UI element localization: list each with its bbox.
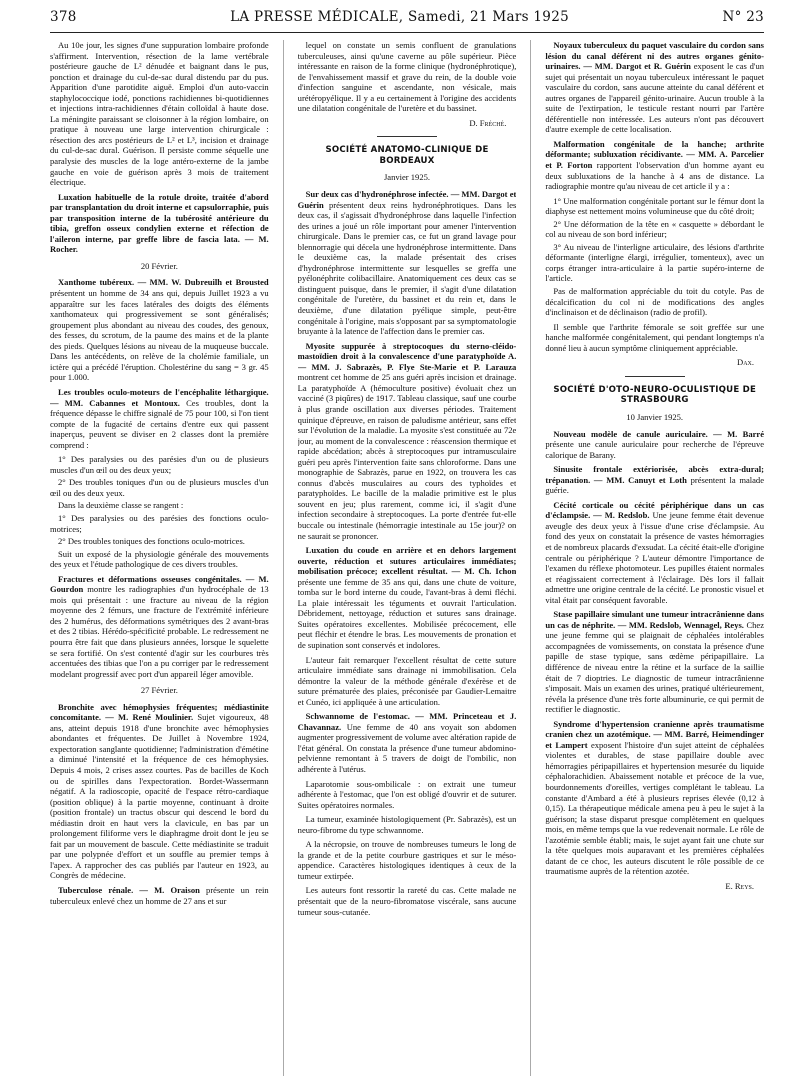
paragraph: Il semble que l'arthrite fémorale se soit greffée sur une hanche malformée congénitalement, qui pendant longtemps n'a donné lieu à aucun symptôme cliniquement appréciable. xyxy=(545,321,765,353)
paragraph xyxy=(50,387,269,450)
list-item: 1° Une malformation congénitale portant sur le fémur dont la diaphyse est nettement moins volumineuse que du côté droit; xyxy=(545,195,765,217)
paragraph: Les auteurs font ressortir la rareté du cas. Cette malade ne présentait que de la neuro-fibromatose viscérale, sans aucune tumeur sous-cutanée. xyxy=(297,885,517,917)
paragraph xyxy=(545,429,764,461)
section-divider xyxy=(377,136,437,137)
paragraph xyxy=(298,189,517,337)
article-body: rapportent l'observation d'un homme ayant eu deux subluxations de la hanche à 4 ans de distance. La radiographie montre qu'au niveau de cet article il y a : xyxy=(545,160,765,192)
column-3 xyxy=(545,40,764,1076)
paragraph xyxy=(50,702,269,881)
paragraph xyxy=(298,711,517,774)
article-title: Stase papillaire simulant une tumeur intracrânienne dans un cas de néphrite. — MM. Redslob, Wennagel, Reys. xyxy=(545,609,765,630)
paragraph: La tumeur, examinée histologiquement (Pr. Sabrazès), est un neuro-fibrome du type schwannome. xyxy=(297,814,517,835)
column-separator xyxy=(283,40,284,1076)
paragraph: Suit un exposé de la physiologie générale des mouvements des yeux et l'étude pathologique de ces divers troubles. xyxy=(50,548,269,570)
list-item: 2° Des troubles toniques des fonctions oculo-motrices. xyxy=(58,536,245,547)
column-2 xyxy=(298,40,517,1076)
paragraph: lequel on constate un semis confluent de granulations tuberculeuses, ainsi qu'une caverne au pôle supérieur. Pièce intéressante en raison de la forme clinique (hydronéphrotique), de l'envahissement massif et grave du rein, de la double voie d'infection sanguine et ascendante, non vésicale, mais urétéropyélique. Il y a eu certainement à l'origine des accidents une dilatation congénitale de l'uretère et du bassinet. xyxy=(297,40,517,114)
article-title: Cécité corticale ou cécité périphérique dans un cas d'éclampsie. — M. Redslob. xyxy=(545,499,765,521)
article-body: montre les radiographies d'un hydrocéphale de 13 mois qui présentait : une fracture au niveau de la région moyenne des 2 fémurs, une fracture de l'extrémité inférieure des 2 humérus, des déformations symétriques des 2 avant-bras et des 2 tibias. Hérédo-spécificité probable. Le redressement ne pourra être fait que dans plusieurs années, lorsque le squelette se sera fortifié. On s'est contenté d'agir sur les courbures très accentuées des tibias que l'on a pu corriger par le redressement modelant progressif avec port d'un appareil léger amovible. xyxy=(50,584,269,679)
session-date: 10 Janvier 1925. xyxy=(626,411,684,422)
article-title: Tuberculose rénale. — M. Oraison xyxy=(58,885,200,896)
article-body: présentent un homme de 34 ans qui, depuis Juillet 1923 a vu apparaître sur les faces latérales des doigts des éléments xanthomateux qui progressivement se sont généralisés; groupement plus abondant au niveau des coudes, des genoux, des fesses, du scrotum, de la paume des mains et de la plante des pieds. Quelques lésions au niveau de la muqueuse buccale. Dans les antécédents, on relève de la cholémie familiale, un ictère qui a précédé l'éruption. Cholestérine du sang = 3 gr. 45 pour 1.000. xyxy=(50,288,269,383)
author-signature: D. Fréché. xyxy=(469,117,507,128)
article-body: Chez une jeune femme qui se plaignait de céphalées intolérables accompagnées de vomissements, on constata la présence d'une papille de stase typique, sans œdème péripapillaire. La différence de niveau entre la rétine et la surface de la saillie était de 7 dioptries. Le diagnostic de tumeur intracrânienne s'imposait. Mais un examen des urines, pratiqué ultérieurement, révéla la présence d'une très forte albuminurie, ce qui permit de rectifier le diagnostic. xyxy=(545,619,765,715)
list-item: 1° Des paralysies ou des parésies des fonctions oculo-motrices; xyxy=(50,512,269,534)
paragraph xyxy=(50,277,269,382)
article-body: Ces troubles, dont la fréquence dépasse le chiffre signalé de 75 pour 100, si l'on tient compte de la fugacité de certains d'entre eux qui passent inaperçus, peuvent se diviser en 2 classes dont la première comprend : xyxy=(50,397,269,450)
article-title: Syndrome d'hypertension cranienne après traumatisme cranien chez un azotémique. — MM. Barré, Heimendinger et Lampert xyxy=(545,718,765,750)
section-divider xyxy=(625,376,685,377)
paragraph xyxy=(545,464,764,496)
paragraph xyxy=(545,139,764,192)
article-title: Malformation congénitale de la hanche; arthrite déformante; subluxation récidivante. — MM. A. Parcelier et P. Forton xyxy=(545,138,765,171)
session-date: Janvier 1925. xyxy=(383,172,431,183)
paragraph xyxy=(545,609,764,714)
paragraph xyxy=(298,545,517,650)
column-1 xyxy=(50,40,269,1076)
paragraph: L'auteur fait remarquer l'excellent résultat de cette suture articulaire immédiate sans drainage ni immobilisation. Cela démontre la valeur de la méthode générale d'exérèse et de suture prématurée des plaies, préconisée par Gaudier-Lemaitre et Cunéo, ici appliquée à une articulation. xyxy=(297,654,517,707)
article-title: Noyaux tuberculeux du paquet vasculaire du cordon sans lésion du canal déférent ni des autres organes génito-urinaires. — MM. Dargot et R. Guérin xyxy=(545,40,765,72)
article-body: présente une femme de 35 ans qui, dans une chute de voiture, tomba sur le bord interne du coude, l'avant-bras à demi fléchi. La plaie intéressait les téguments et ouvrait l'articulation. Débridement, nettoyage, réduction et sutures sans drainage. Suites opératoires excellentes. Mobilisée précocement, elle peut fléchir et étendre le bras. Les mouvements de pronation et de supination sont conservés et indolores. xyxy=(297,576,517,650)
article-body: montrent cet homme de 25 ans guéri après incision et drainage. La paratyphoïde A (hémoculture positive) évoluait chez un vacciné (3 piqûres) de 1917. Tableau classique, sauf une courbe à plus grande oscillation aux diverses périodes. Traitement quinique d'épreuve, en raison de paludisme antérieur, sans effet sur l'évolution de la maladie. La myosite s'est constituée au 72e jour, au moment de la convalescence : réascension thermique et rapide abcédation; abcès à streptocoques pur intramusculaire guéri peu après l'intervention faite sans chloroforme. Dans une monographie de Sabrazès, parue en 1922, on trouvera les cas connus d'abcès musculaires au cours des typhoïdes et paratyphoïdes. Le bacille de la maladie primitive est le plus souvent en jeu; plus rarement, comme ici, il s'agit d'une infection secondaire à streptocoques. La porte d'entrée fut-elle buccale ou intestinale (hémorragie intestinale au 15e jour)? on ne saurait se prononcer. xyxy=(297,372,517,541)
author-signature: Dax. xyxy=(737,357,755,368)
section-heading: SOCIÉTÉ ANATOMO-CLINIQUE DE BORDEAUX xyxy=(325,145,489,166)
article-title: Luxation du coude en arrière et en dehors largement ouverte, réduction et sutures articulaires immédiates; mobilisation précoce; excellent résultat. — M. Ch. Ichon xyxy=(297,545,517,577)
article-title: Fractures et déformations osseuses congénitales. — M. Gourdon xyxy=(50,573,269,595)
journal-title: LA PRESSE MÉDICALE, Samedi, 21 Mars 1925 xyxy=(230,9,569,25)
paragraph: Au 10e jour, les signes d'une suppuration lombaire profonde s'affirment. Intervention, résection de la lame vertébrale postérieure gauche de L² dénudée et baignant dans le pus, ponction et drainage du cul-de-sac dural distendu par du pus. Apparition d'une parotidite aiguë. Emploi d'un auto-vaccin staphylococcique iodé, ponctions rachidiennes bi-quotidiennes et injections intra-rachidiennes d'étain colloïdal à haute dose. La méningite paraissant se cloisonner à la région lombaire, on pratique à nouveau une large intervention chirurgicale : résection des arcs postérieurs de L² et L³, incision et drainage du cul-de-sac dural. Guérison. Il persiste comme séquelle une paralysie des muscles de la loge antéro-externe de la jambe gauche en voie de guérison après 3 mois de traitement électrique. xyxy=(50,40,269,188)
paragraph xyxy=(545,719,764,877)
column-separator xyxy=(530,40,531,1076)
article-title: Myosite suppurée à streptocoques du sterno-cléido-mastoïdien droit à la convalescence d'une paratyphoïde A. — MM. J. Sabrazès, P. Flye Ste-Marie et P. Larauza xyxy=(297,340,517,372)
article-title: Sinusite frontale extériorisée, abcès extra-dural; trépanation. — MM. Canuyt et Loth xyxy=(545,464,765,485)
article-title: Schwannome de l'estomac. — MM. Princeteau et J. Chavannaz. xyxy=(297,711,517,732)
list-item: Dans la deuxième classe se rangent : xyxy=(58,500,184,511)
paragraph xyxy=(545,500,764,605)
page-number: 378 xyxy=(50,9,77,25)
issue-number: N° 23 xyxy=(722,9,764,25)
author-signature: E. Reys. xyxy=(725,880,755,891)
paragraph: Laparotomie sous-ombilicale : on extrait une tumeur adhérente à l'estomac, que l'on est obligé d'ouvrir et de suturer. Suites opératoires normales. xyxy=(297,778,517,810)
article-body: présente un rein tuberculeux enlevé chez un homme de 27 ans et sur xyxy=(50,885,269,906)
section-heading: SOCIÉTÉ D'OTO-NEURO-OCULISTIQUE DE STRASBOURG xyxy=(553,384,757,406)
article-body: présentent la malade guérie. xyxy=(545,474,765,496)
session-date: 27 Février. xyxy=(140,685,178,696)
article-body: Sujet vigoureux, 48 ans, atteint depuis 1918 d'une bronchite avec hémophysies abondantes et fréquentes. De Juillet à Novembre 1924, expectoration sanglante quotidienne; l'administration d'émétine a diminué l'intensité et la fréquence de ces hémophysies. Depuis 4 mois, 2 crises assez courtes. Pas de bacilles de Koch ou de spirilles dans l'expectoration. Bordet-Wassermann négatif. A la radioscopie, opacité de l'espace rétro-cardiaque (position oblique) à la partie moyenne, continuant à droite (position frontale) un tractus obscur qui descend le bord du médiastin droit en haut vers la clavicule, en bas par un prolongement filiforme vers le diaphragme droit dont le jeu se fait par un mouvement de bascule. Cette médiastinite se traduit par une polypnée d'effort et un souffle au premier temps à l'apex. A rapprocher des cas publiés par l'auteur en 1923, au Congrès de médecine. xyxy=(50,712,269,881)
list-item: 3° Au niveau de l'interligne articulaire, des lésions d'arthrite déformante (interligne élargi, irrégulier, tomenteux), avec un corps étranger intra-articulaire à la partie supéro-interne de l'article. xyxy=(545,241,765,284)
article-title: Sur deux cas d'hydronéphrose infectée. — MM. Dargot et Guérin xyxy=(297,189,517,210)
article-title: Nouveau modèle de canule auriculaire. — M. Barré xyxy=(553,428,765,439)
article-title: Luxation habituelle de la rotule droite, traitée d'abord par transplantation du droit interne et capsulorraphie, puis par transposition interne de la tubérosité antérieure du tibia, greffon osseux condylien externe et réfection de l'aileron interne, par greffe libre de fascia lata. — M. Rocher. xyxy=(50,191,269,255)
list-item: 2° Des troubles toniques d'un ou de plusieurs muscles d'un œil ou des deux yeux. xyxy=(50,477,269,498)
article-body: Une femme de 40 ans voyait son abdomen augmenter progressivement de volume avec altération rapide de l'état général. On constata la présence d'une tumeur abdomino-pelvienne remontant à 5 travers de doigt de l'ombilic, non adhérente à l'utérus. xyxy=(297,721,517,774)
paragraph xyxy=(50,885,269,906)
article-body: présente une canule auriculaire pour recherche de l'épreuve calorique de Barany. xyxy=(545,439,765,460)
paragraph xyxy=(545,40,764,135)
article-title: Xanthome tubéreux. — MM. W. Dubreuilh et Brousted xyxy=(58,277,269,288)
list-item: 1° Des paralysies ou des parésies d'un ou de plusieurs muscles d'un œil ou des deux yeux; xyxy=(50,454,269,475)
article-body: présentent deux reins hydronéphrotiques. Dans les deux cas, il s'agissait d'hydronéphrose dans laquelle l'infection des urines a joué un rôle important pour amener l'intervention chirurgicale. Dans le premier cas, ce fut un grand lavage pour blennorragie qui décela une hydronéphrose intermittente. Dans le deuxième cas, la malade présentait des crises d'hydronéphrose intermittente sur lesquelles se greffa une pyélonéphrite colibacillaire. Anatomiquement ces deux cas se distinguent puisque, dans le premier, il s'agit d'une dilatation congénitale de l'uretère, du bassinet et du rein et, dans le deuxième, d'une dilatation pyélique simple, peut-être congénitale à l'origine, mais s'opposant par sa symptomatologie bruyante à la latence de l'affection dans le premier cas. xyxy=(297,199,517,337)
paragraph xyxy=(298,341,517,541)
page-header xyxy=(50,2,764,33)
article-title: Bronchite avec hémophysies fréquentes; médiastinite concomitante. — M. René Moulinier. xyxy=(50,701,269,723)
article-body: exposent l'histoire d'un sujet atteint de céphalées violentes et durables, de stase papillaire double avec hémorragies péripapillaires et hypertension mesurée du liquide céphalorachidien. Abaissement notable et précoce de la vue, bourdonnements d'oreilles, vertiges complétant le tableau. La constante d'Ambard a été à plusieurs reprises élevée (0,12 à 0,15). La thérapeutique médicale amena peu à peu le sujet à la guérison; la stase disparut presque complètement en quelques mois, en même temps que la vue redevenait normale. Le rôle de l'azotémie semble établi; mais, le sujet ayant fait une chute sur la tête quelques mois auparavant et les premières céphalées datant de ce choc, les auteurs discutent le rôle possible de ce traumatisme auprès de la rétention azotée. xyxy=(545,739,765,877)
session-date: 20 Février. xyxy=(140,260,178,271)
article-body: Une jeune femme était devenue aveugle des deux yeux à l'issue d'une crise d'éclampsie. Au fond des yeux on constatait la présence de vastes hémorragies et de nombreux placards d'exsudat. La cécité était-elle d'origine centrale ou périphérique ? L'auteur démontre l'importance de l'examen du réflexe photomoteur. Les pupilles étaient normales et réagissaient correctement à l'éclairage. Dès lors il fallait admettre une origine centrale de la cécité. Le pronostic visuel et vital était par conséquent favorable. xyxy=(545,510,765,605)
list-item: 2° Une déformation de la tête en « casquette » débordant le col au niveau de son bord inférieur; xyxy=(545,218,765,240)
article-title: Les troubles oculo-moteurs de l'encéphalite léthargique. — MM. Cabannes et Montoux. xyxy=(50,386,269,408)
paragraph xyxy=(50,574,269,679)
article-columns xyxy=(50,40,764,1076)
paragraph: Pas de malformation appréciable du toit du cotyle. Pas de décalcification du col ni de modifications des angles d'inclinaison et de déclinaison (radio de profil). xyxy=(545,286,765,318)
paragraph: A la nécropsie, on trouve de nombreuses tumeurs le long de la grande et de la petite courbure gastriques et sur le méso-appendice. Caractères histologiques identiques à ceux de la tumeur extirpée. xyxy=(297,839,517,881)
article-body: exposent le cas d'un sujet qui présentait un noyau tuberculeux intéressant le paquet vasculaire du cordon, sans aucune atteinte du canal déférent et autres organes de l'appareil génito-urinaire. Aucun trouble à la suite de l'extirpation, le testicule restant nourri par l'artère déférentielle non intéressée. Les auteurs n'ont pas découvert d'autre exemple de cette localisation. xyxy=(545,61,765,135)
